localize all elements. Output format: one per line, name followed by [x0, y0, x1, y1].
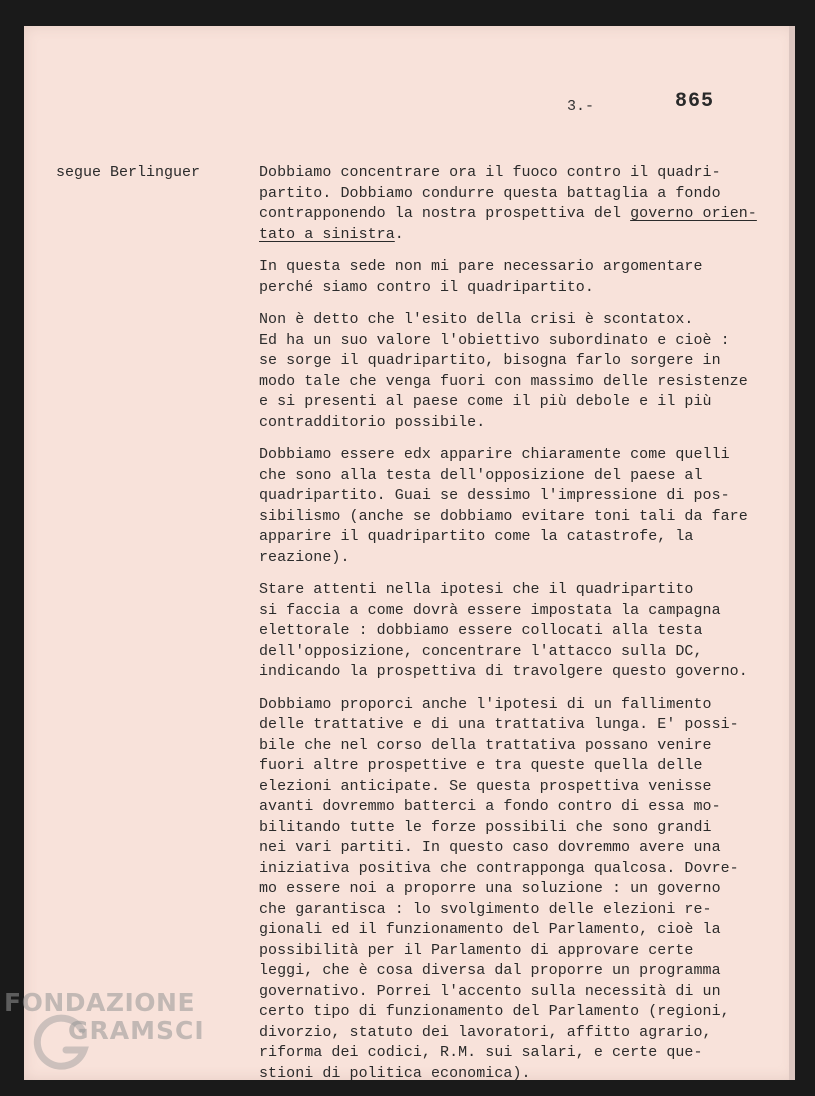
text-line	[259, 225, 799, 246]
folio-number: 865	[675, 90, 715, 113]
text-line: Dobbiamo essere edx apparire chiaramente come quelli	[259, 446, 730, 463]
text-line: e si presenti al paese come il più debole e il più	[259, 393, 712, 410]
text-line: mo essere noi a proporre una soluzione : un governo	[259, 880, 721, 897]
bleed-through-text	[38, 196, 47, 213]
text-line: Dobbiamo proporci anche l'ipotesi di un fallimento	[259, 695, 712, 713]
watermark-line-1: FONDAZIONE	[4, 988, 196, 1017]
text-fragment: contrapponendo la nostra prospettiva del	[259, 205, 631, 222]
text-line: delle trattative e di una trattativa lunga. E' possi-	[259, 716, 739, 733]
text-line: gionali ed il funzionamento del Parlamento, cioè la	[259, 921, 721, 938]
text-line: partito. Dobbiamo condurre questa battaglia a fondo	[259, 184, 721, 202]
paragraph	[259, 310, 799, 433]
text-line: dell'opposizione, concentrare l'attacco sulla DC,	[259, 642, 703, 660]
text-line: indicando la prospettiva di travolgere questo governo.	[259, 663, 748, 680]
text-line: Non è detto che l'esito della crisi è scontatox.	[259, 311, 694, 328]
paragraph	[259, 257, 799, 298]
text-line: elettorale : dobbiamo essere collocati alla testa	[259, 622, 703, 639]
text-line: che garantisca : lo svolgimento delle elezioni re-	[259, 900, 712, 918]
text-line	[259, 204, 799, 225]
text-line: divorzio, statuto dei lavoratori, affitto agrario,	[259, 1023, 712, 1041]
text-line: modo tale che venga fuori con massimo delle resistenze	[259, 372, 748, 390]
text-line: apparire il quadripartito come la catastrofe, la	[259, 528, 694, 545]
underlined-text: governo orien-	[630, 205, 757, 222]
text-line: che sono alla testa dell'opposizione del paese al	[259, 466, 703, 484]
text-line: perché siamo contro il quadripartito.	[259, 278, 594, 296]
text-line: nei vari partiti. In questo caso dovremmo avere una	[259, 839, 721, 856]
text-line: governativo. Porrei l'accento sulla necessità di un	[259, 982, 721, 1000]
paragraph	[259, 580, 799, 683]
paragraph	[259, 445, 799, 568]
speaker-label: segue Berlinguer	[56, 164, 201, 181]
text-line: Ed ha un suo valore l'obiettivo subordinato e cioè :	[259, 331, 730, 349]
paragraph	[259, 695, 799, 1085]
text-line: sibilismo (anche se dobbiamo evitare toni tali da fare	[259, 507, 748, 525]
text-fragment: .	[394, 225, 404, 243]
text-line: Dobbiamo concentrare ora il fuoco contro il quadri-	[259, 164, 721, 181]
text-line: possibilità per il Parlamento di approvare certe	[259, 941, 694, 959]
text-line: iniziativa positiva che contrapponga qualcosa. Dovre-	[259, 859, 739, 877]
text-line: si faccia a come dovrà essere impostata la campagna	[259, 601, 721, 619]
text-line: Stare attenti nella ipotesi che il quadripartito	[259, 581, 694, 598]
paragraph	[259, 163, 799, 245]
watermark-line-2: GRAMSCI	[68, 1016, 205, 1045]
text-line: bile che nel corso della trattativa possano venire	[259, 736, 712, 754]
text-line: se sorge il quadripartito, bisogna farlo sorgere in	[259, 352, 721, 369]
text-line: bilitando tutte le forze possibili che sono grandi	[259, 818, 712, 836]
text-line: contradditorio possibile.	[259, 413, 486, 431]
text-line: certo tipo di funzionamento del Parlamento (regioni,	[259, 1003, 730, 1020]
watermark	[4, 990, 205, 1043]
underlined-text: tato a sinistra	[259, 225, 395, 243]
text-line: quadripartito. Guai se dessimo l'impressione di pos-	[259, 487, 730, 504]
text-line: fuori altre prospettive e tra queste quella delle	[259, 757, 703, 774]
text-line: In questa sede non mi pare necessario argomentare	[259, 258, 703, 275]
text-line: avanti dovremmo batterci a fondo contro di essa mo-	[259, 798, 721, 815]
text-line: reazione).	[259, 548, 350, 566]
text-line: elezioni anticipate. Se questa prospettiva venisse	[259, 777, 712, 795]
text-line: stioni di politica economica).	[259, 1064, 531, 1082]
page-number: 3.-	[567, 98, 595, 115]
body-text	[259, 163, 799, 1096]
text-line: riforma dei codici, R.M. sui salari, e certe que-	[259, 1044, 703, 1061]
text-line: leggi, che è cosa diversa dal proporre un programma	[259, 962, 721, 979]
